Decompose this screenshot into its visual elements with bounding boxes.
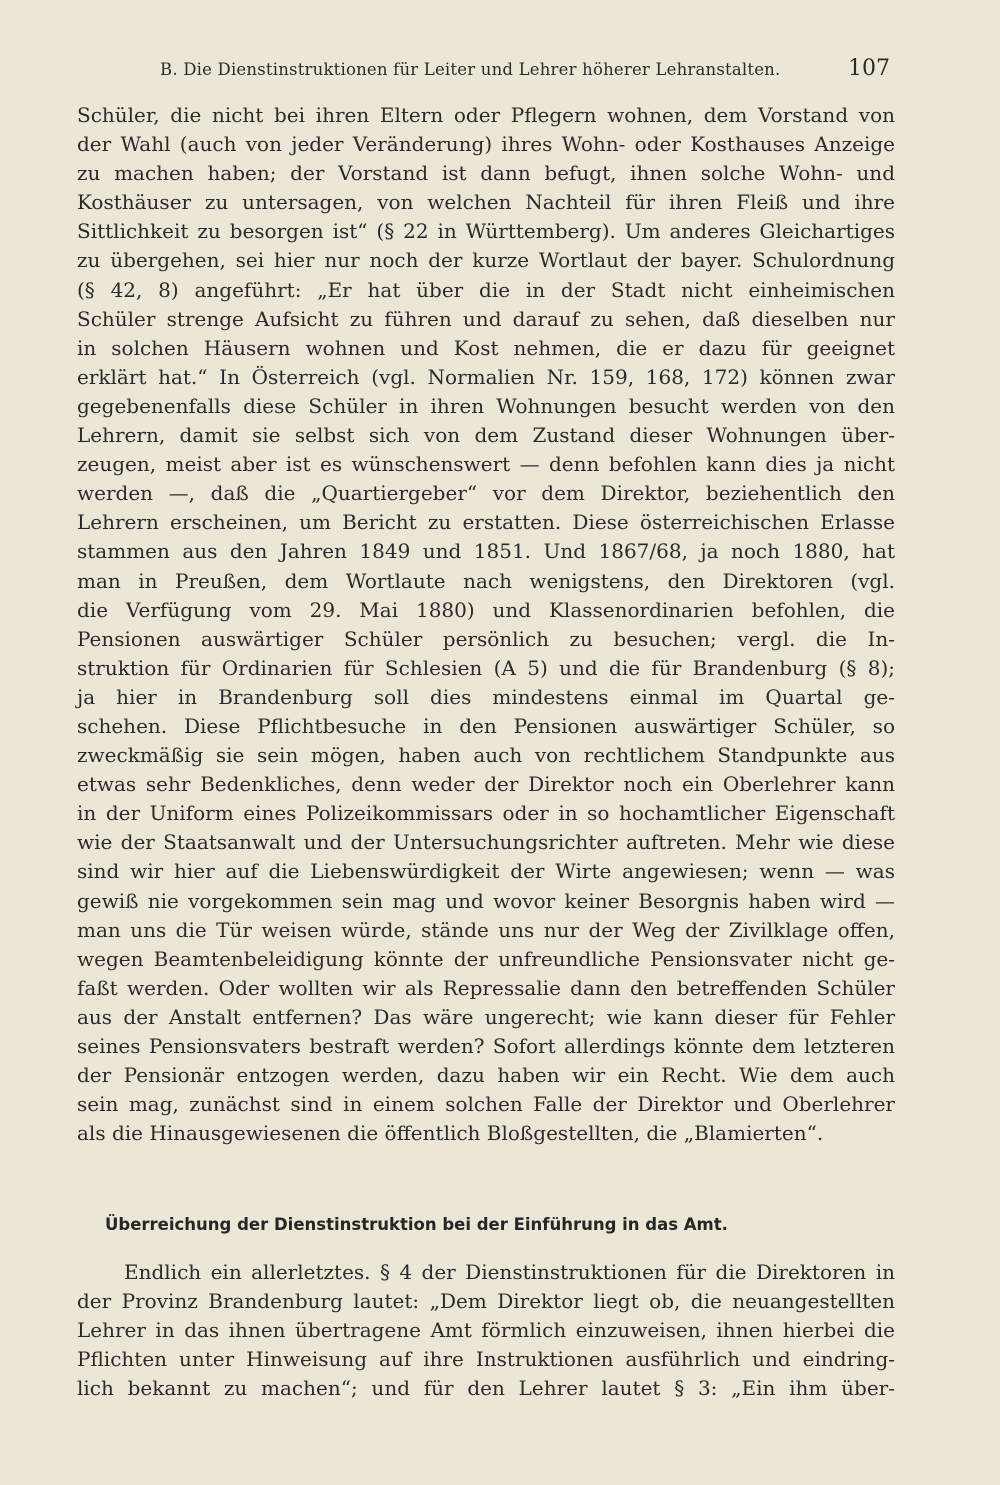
text-line: seines Pensionsvaters bestraft werden? Sofort allerdings könnte dem letzteren: [77, 1034, 895, 1058]
text-line: lich bekannt zu machen“; und für den Lehrer lautet § 3: „Ein ihm über-: [77, 1376, 895, 1401]
text-line: aus der Anstalt entfernen? Das wäre ungerecht; wie kann dieser für Fehler: [77, 1004, 895, 1029]
page-number: 107: [848, 56, 890, 81]
text-line: Schüler, die nicht bei ihren Eltern oder Pflegern wohnen, dem Vorstand von: [77, 103, 895, 127]
text-line: faßt werden. Oder wollten wir als Repressalie dann den betreffenden Schüler: [77, 975, 895, 1000]
text-line: wie der Staatsanwalt und der Untersuchungsrichter auftreten. Mehr wie diese: [77, 830, 895, 855]
text-line: Sittlichkeit zu besorgen ist“ (§ 22 in Württemberg). Um anderes Gleichartiges: [77, 219, 895, 244]
paragraph-1: [77, 101, 895, 1148]
text-line: der Pensionär entzogen werden, dazu haben wir ein Recht. Wie dem auch: [77, 1063, 895, 1088]
text-line: schehen. Diese Pflichtbesuche in den Pensionen auswärtiger Schüler, so: [77, 713, 895, 738]
text-line: stammen aus den Jahren 1849 und 1851. Und 1867/68, ja noch 1880, hat: [77, 539, 895, 564]
text-line: werden —, daß die „Quartiergeber“ vor dem Direktor, beziehentlich den: [77, 481, 895, 506]
text-line: struktion für Ordinarien für Schlesien (A 5) und die für Brandenburg (§ 8);: [77, 655, 895, 680]
running-header: [160, 56, 890, 86]
text-line: zweckmäßig sie sein mögen, haben auch von rechtlichem Standpunkte aus: [77, 743, 895, 768]
text-line: ja hier in Brandenburg soll dies mindestens einmal im Quartal ge-: [77, 684, 895, 709]
text-line: sind wir hier auf die Liebenswürdigkeit der Wirte angewiesen; wenn — was: [77, 859, 895, 884]
section-heading: Überreichung der Dienstinstruktion bei der Einführung in das Amt.: [105, 1215, 728, 1234]
text-line: zu machen haben; der Vorstand ist dann befugt, ihnen solche Wohn- und: [77, 161, 895, 186]
text-line: gegebenenfalls diese Schüler in ihren Wohnungen besucht werden von den: [77, 393, 895, 418]
text-line: wegen Beamtenbeleidigung könnte der unfreundliche Pensionsvater nicht ge-: [77, 946, 895, 971]
text-line: (§ 42, 8) angeführt: „Er hat über die in der Stadt nicht einheimischen: [77, 277, 895, 302]
paragraph-2: [77, 1258, 895, 1403]
text-line: gewiß nie vorgekommen sein mag und wovor keiner Besorgnis haben wird —: [77, 888, 895, 913]
text-line: der Wahl (auch von jeder Veränderung) ihres Wohn- oder Kosthauses Anzeige: [77, 132, 895, 157]
text-line: sein mag, zunächst sind in einem solchen Falle der Direktor und Oberlehrer: [77, 1092, 895, 1117]
text-line: zu übergehen, sei hier nur noch der kurze Wortlaut der bayer. Schulordnung: [77, 248, 895, 273]
text-line: man in Preußen, dem Wortlaute nach wenigstens, den Direktoren (vgl.: [77, 568, 895, 593]
text-line: Endlich ein allerletztes. § 4 der Dienstinstruktionen für die Direktoren in: [124, 1260, 895, 1284]
text-line: Schüler strenge Aufsicht zu führen und darauf zu sehen, daß dieselben nur: [77, 306, 895, 331]
text-line: der Provinz Brandenburg lautet: „Dem Direktor liegt ob, die neuangestellten: [77, 1289, 895, 1314]
text-line: Pensionen auswärtiger Schüler persönlich zu besuchen; vergl. die In-: [77, 626, 895, 651]
text-line: erklärt hat.“ In Österreich (vgl. Normalien Nr. 159, 168, 172) können zwar: [77, 364, 895, 389]
text-line: in solchen Häusern wohnen und Kost nehmen, die er dazu für geeignet: [77, 335, 895, 360]
text-line: Kosthäuser zu untersagen, von welchen Nachteil für ihren Fleiß und ihre: [77, 190, 895, 215]
text-line: in der Uniform eines Polizeikommissars oder in so hochamtlicher Eigenschaft: [77, 801, 895, 826]
text-line: Pflichten unter Hinweisung auf ihre Instruktionen ausführlich und eindring-: [77, 1347, 895, 1372]
text-line: etwas sehr Bedenkliches, denn weder der Direktor noch ein Oberlehrer kann: [77, 772, 895, 797]
text-line: man uns die Tür weisen würde, stände uns nur der Weg der Zivilklage offen,: [77, 917, 895, 942]
text-line: als die Hinausgewiesenen die öffentlich Bloßgestellten, die „Blamierten“.: [77, 1121, 824, 1146]
text-line: die Verfügung vom 29. Mai 1880) und Klassenordinarien befohlen, die: [77, 597, 895, 622]
text-line: zeugen, meist aber ist es wünschenswert — denn befohlen kann dies ja nicht: [77, 452, 895, 477]
text-line: Lehrern, damit sie selbst sich von dem Zustand dieser Wohnungen über-: [77, 423, 895, 448]
text-line: Lehrer in das ihnen übertragene Amt förmlich einzuweisen, ihnen hierbei die: [77, 1318, 895, 1343]
running-title: B. Die Dienstinstruktionen für Leiter und Lehrer höherer Lehranstalten.: [160, 60, 781, 79]
text-line: Lehrern erscheinen, um Bericht zu erstatten. Diese österreichischen Erlasse: [77, 510, 895, 535]
